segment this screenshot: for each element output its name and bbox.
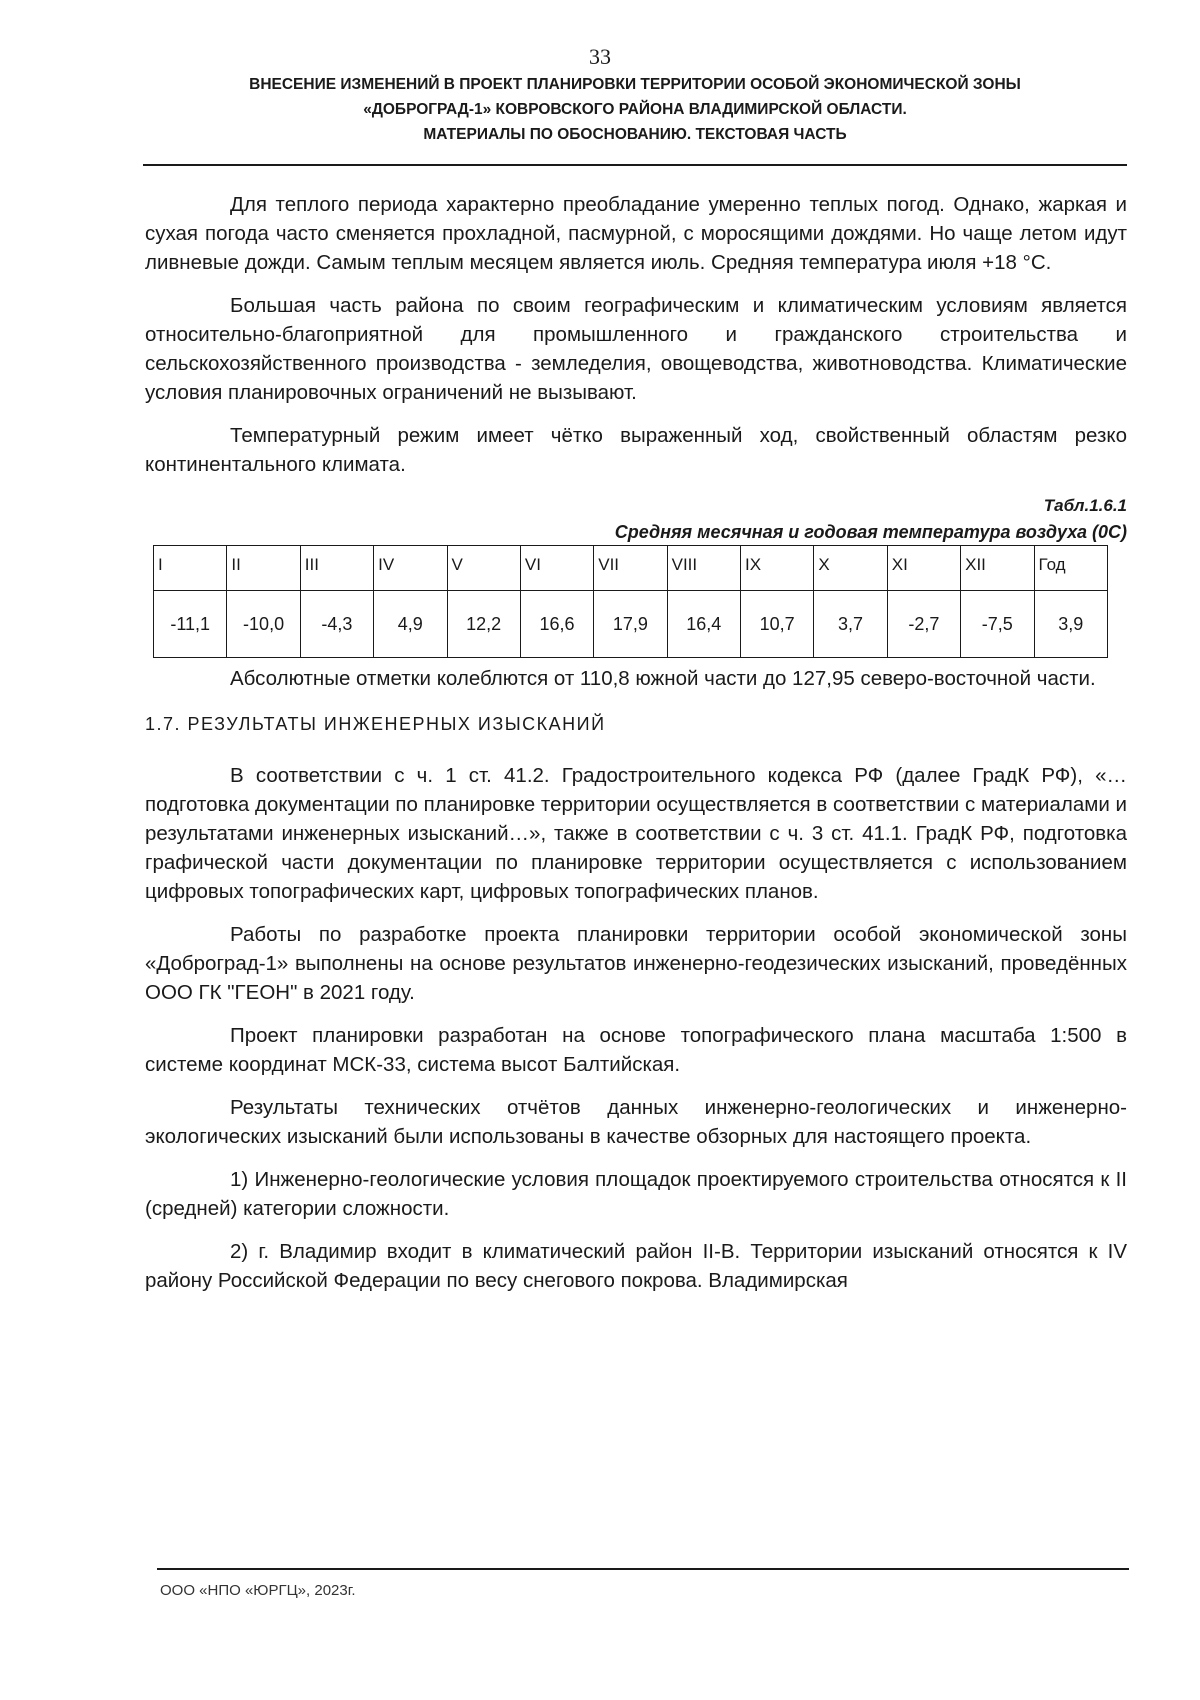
section-heading: 1.7. РЕЗУЛЬТАТЫ ИНЖЕНЕРНЫХ ИЗЫСКАНИЙ xyxy=(145,714,606,734)
month-cell: XI xyxy=(887,546,960,591)
year-cell: Год xyxy=(1034,546,1108,591)
month-cell: V xyxy=(447,546,520,591)
page-number: 33 xyxy=(589,44,611,69)
paragraph: Для теплого периода характерно преобладание умеренно теплых погод. Однако, жаркая и сухая погода часто сменяется прохладной, пасмурной, с моросящими дождями. Но чаще летом идут ливневые дожди. Самым теплым месяцем является июль. Средняя температура июля +18 °С. xyxy=(145,193,1127,274)
temperature-table xyxy=(153,545,1108,658)
value-cell: 12,2 xyxy=(447,591,520,658)
value-cell: -11,1 xyxy=(154,591,227,658)
month-cell: II xyxy=(227,546,300,591)
paragraph: Температурный режим имеет чётко выраженный ход, свойственный областям резко континентального климата. xyxy=(145,424,1127,476)
paragraph: Работы по разработке проекта планировки территории особой экономической зоны «Доброград-1» выполнены на основе результатов инженерно-геодезических изысканий, проведённых ООО ГК "ГЕОН" в 2021 году. xyxy=(145,923,1127,1004)
year-value-cell: 3,9 xyxy=(1034,591,1108,658)
paragraph: В соответствии с ч. 1 ст. 41.2. Градостроительного кодекса РФ (далее ГрадК РФ), «…подготовка документации по планировке территории осуществляется в соответствии с материалами и результатами инженерных изысканий…», также в соответствии с ч. 3 ст. 41.1. ГрадК РФ, подготовка графической части документации по планировке территории осуществляется с использованием цифровых топографических карт, цифровых топографических планов. xyxy=(145,764,1127,903)
month-cell: IX xyxy=(741,546,814,591)
value-cell: -10,0 xyxy=(227,591,300,658)
document-body xyxy=(145,190,1127,1309)
value-cell: 17,9 xyxy=(594,591,667,658)
footer-divider xyxy=(157,1568,1129,1570)
footer-text: ООО «НПО «ЮРГЦ», 2023г. xyxy=(160,1582,356,1599)
paragraph: Проект планировки разработан на основе топографического плана масштаба 1:500 в системе координат МСК-33, система высот Балтийская. xyxy=(145,1024,1127,1076)
month-cell: VIII xyxy=(667,546,740,591)
month-cell: VII xyxy=(594,546,667,591)
paragraph: 2) г. Владимир входит в климатический район II-В. Территории изысканий относятся к IV району Российской Федерации по весу снегового покрова. Владимирская xyxy=(145,1240,1127,1292)
paragraph: 1) Инженерно-геологические условия площадок проектируемого строительства относятся к II (средней) категории сложности. xyxy=(145,1168,1127,1220)
value-cell: -4,3 xyxy=(300,591,373,658)
value-cell: 4,9 xyxy=(374,591,447,658)
paragraph: Абсолютные отметки колеблются от 110,8 южной части до 127,95 северо-восточной части. xyxy=(230,667,1096,690)
header-divider xyxy=(143,164,1127,166)
month-cell: I xyxy=(154,546,227,591)
value-cell: 3,7 xyxy=(814,591,887,658)
month-cell: IV xyxy=(374,546,447,591)
header-line-1: ВНЕСЕНИЕ ИЗМЕНЕНИЙ В ПРОЕКТ ПЛАНИРОВКИ ТЕРРИТОРИИ ОСОБОЙ ЭКОНОМИЧЕСКОЙ ЗОНЫ xyxy=(249,76,1021,93)
table-values-row xyxy=(154,591,1108,658)
month-cell: X xyxy=(814,546,887,591)
paragraph: Результаты технических отчётов данных инженерно-геологических и инженерно-экологических изысканий были использованы в качестве обзорных для настоящего проекта. xyxy=(145,1096,1127,1148)
value-cell: 10,7 xyxy=(741,591,814,658)
table-number: Табл.1.6.1 xyxy=(1043,496,1127,515)
month-cell: III xyxy=(300,546,373,591)
month-cell: VI xyxy=(520,546,593,591)
header-line-2: «ДОБРОГРАД-1» КОВРОВСКОГО РАЙОНА ВЛАДИМИРСКОЙ ОБЛАСТИ. xyxy=(363,101,907,118)
header-line-3: МАТЕРИАЛЫ ПО ОБОСНОВАНИЮ. ТЕКСТОВАЯ ЧАСТЬ xyxy=(423,126,847,143)
table-header-row xyxy=(154,546,1108,591)
value-cell: 16,4 xyxy=(667,591,740,658)
month-cell: XII xyxy=(961,546,1034,591)
temperature-table-block xyxy=(145,493,1127,658)
table-caption: Средняя месячная и годовая температура воздуха (0С) xyxy=(614,522,1127,542)
value-cell: -7,5 xyxy=(961,591,1034,658)
value-cell: 16,6 xyxy=(520,591,593,658)
document-header xyxy=(145,72,1125,147)
value-cell: -2,7 xyxy=(887,591,960,658)
paragraph: Большая часть района по своим географическим и климатическим условиям является относительно-благоприятной для промышленного и гражданского строительства и сельскохозяйственного производства - земледелия, овощеводства, животноводства. Климатические условия планировочных ограничений не вызывают. xyxy=(145,294,1127,404)
